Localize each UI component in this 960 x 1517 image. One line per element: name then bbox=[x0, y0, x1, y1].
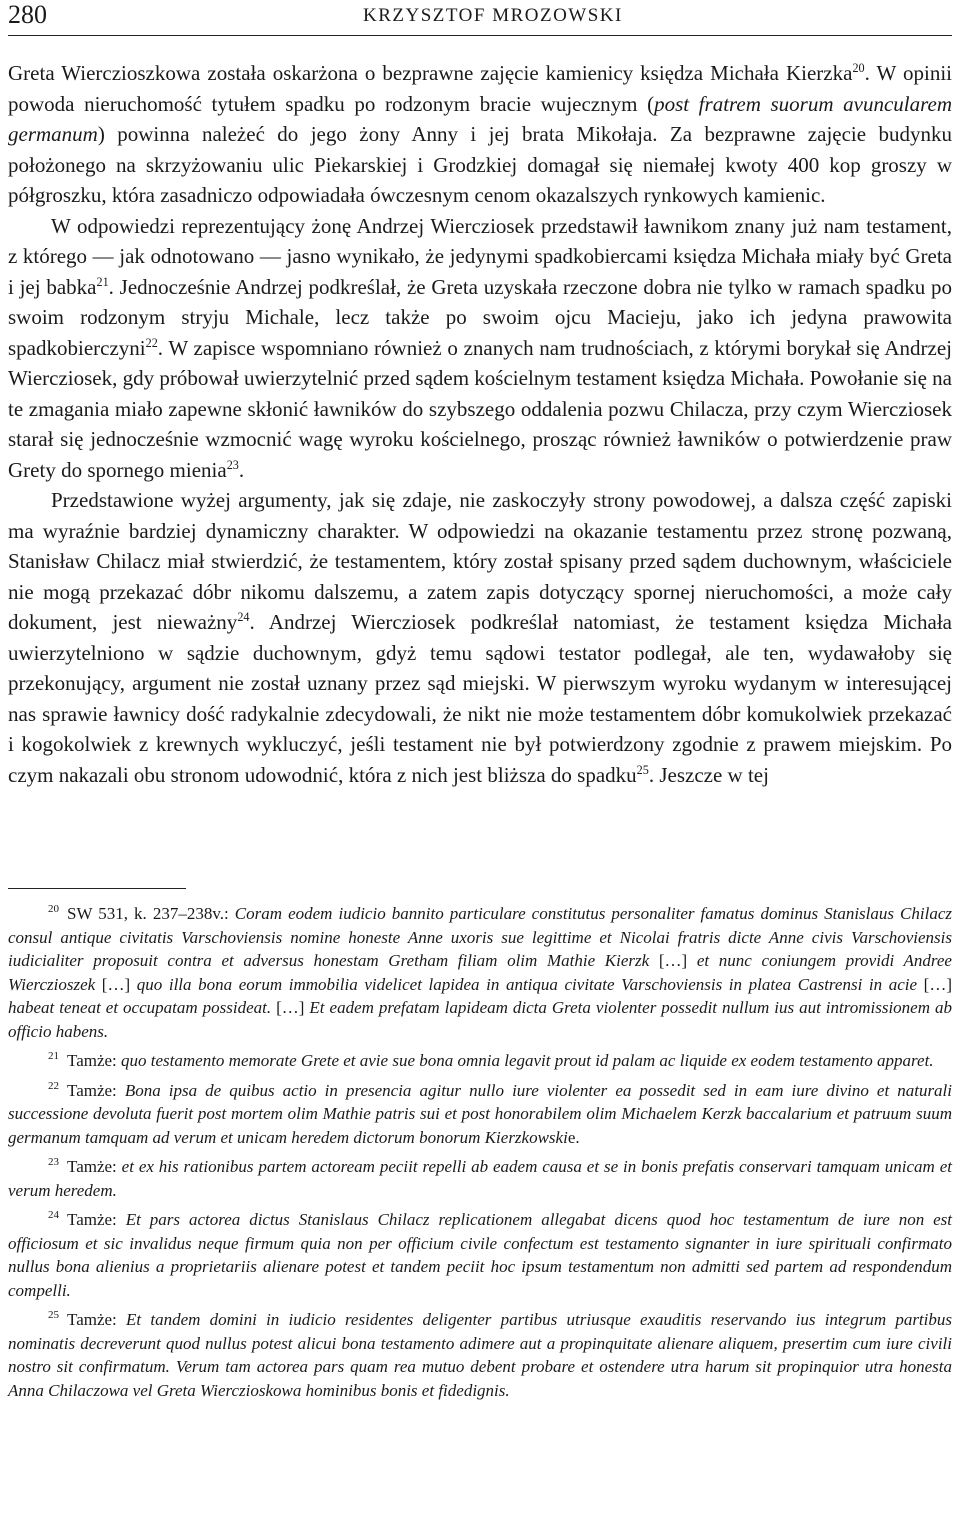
footnote-ref-25[interactable]: 25 bbox=[636, 762, 649, 777]
footnote-number: 20 bbox=[48, 903, 59, 916]
footnote-ref-23[interactable]: 23 bbox=[226, 457, 239, 472]
footnote-ref-24[interactable]: 24 bbox=[237, 610, 250, 624]
footnote-source: Tamże: bbox=[67, 1051, 122, 1070]
footnote-source: Tamże: bbox=[67, 1310, 127, 1329]
footnote-number: 21 bbox=[48, 1050, 59, 1063]
footnote-source: Tamże: bbox=[67, 1157, 122, 1176]
footnote-number: 24 bbox=[48, 1209, 59, 1222]
footnote-25 bbox=[8, 1308, 952, 1402]
footnote-ref-21[interactable]: 21 bbox=[96, 274, 109, 289]
footnote-number: 25 bbox=[48, 1309, 59, 1322]
footnote-quote: Coram eodem iudicio bannito particulare constitutus personaliter famatus dominus Stanislaus Chilacz consul antique civitatis Varschoviensis nomine honeste Anne uxoris sue legittime et Nicolai fratris dicte Anne civis Varschoviensis iudicialiter proposuit contra et adversus honestam Gretham filiam olim Mathie Kierzk bbox=[8, 904, 953, 970]
page-header bbox=[8, 0, 952, 36]
footnote-ref-22[interactable]: 22 bbox=[145, 335, 158, 350]
footnote-22: $^{22}$ Tamże: Bona ipsa de quibus actio in presencia agitur nullo iure violenter ea possedit sed in eam iure divino et naturali successione devoluta fuerit post mortem olim Mathie patris sui et post honorabilem olim Michaelem Kerzk baccalarium et patruum suum germanum tamquam ad verum et unicam heredem dictorum bonorum Kierzkowskie. bbox=[8, 1079, 953, 1147]
footnote-24 bbox=[8, 1208, 952, 1302]
main-text bbox=[8, 58, 952, 790]
footnote-quote: Et pars actorea dictus Stanislaus Chilacz replicationem allegabat dicens quod hoc testamentum de iure non est officiosum et sic invalidus neque firmum quia non per officium civile confectum est testamento signanter in iure spirituali confirmato nullus bona alienius a proprietariis alienare potest et tandem peciit hoc ipsum testamentum non admitti sed partem ad respondendum compelli. bbox=[8, 1210, 953, 1300]
footnote-20: $^{20}$ SW 531, k. 237–238v.: Coram eodem iudicio bannito particulare constitutus personaliter famatus dominus Stanislaus Chilacz consul antique civitatis Varschoviensis nomine honeste Anne uxoris sue legittime et Nicolai fratris dicte Anne civis Varschoviensis iudicialiter proposuit contra et adversus honestam Gretham filiam olim Mathie Kierzk […] et nunc coniungem providi Andree Wierczioszek […] quo illa bona eorum immobilia videlicet lapidea in antiqua civitate Varschoviensis in platea Castrensi in acie […] habeat teneat et occupatam possideat. […] Et eadem prefatam lapideam dicta Greta violenter possedit nullum ius aut intromissionem ab officio habens. bbox=[8, 903, 953, 1041]
footnote-quote: et ex his rationibus partem actoream peciit repelli ab eadem causa et se in bonis prefatis conservari tamquam unicam et verum heredem. bbox=[8, 1157, 952, 1200]
footnote-source: Tamże: bbox=[67, 1210, 126, 1229]
footnote-source: Tamże: bbox=[67, 1080, 125, 1100]
footnote-quote: Et tandem domini in iudicio residentes deligenter partibus utriusque exauditis reservando ius integrum partibus nominatis decreverunt quod nullus potest alicui bona testamento adimere aut a propinquitate alienare aliquem, presertim cum iure civili nostro sit confirmatum. Verum tam actorea pars quam rea mutuo debent probare et ostendere utra harum sit propinquior utra honesta Anna Chilaczowa vel Greta Wierczioskowa hominibus bonis et fidedignis. bbox=[8, 1310, 952, 1400]
footnote-number: 23 bbox=[48, 1156, 59, 1169]
page-number: 280 bbox=[8, 0, 47, 29]
latin-phrase: post fratrem suorum avuncularem germanum bbox=[8, 91, 952, 146]
footnote-23 bbox=[8, 1155, 952, 1202]
running-head: KRZYSZTOF MROZOWSKI bbox=[363, 5, 623, 26]
paragraph-2: W odpowiedzi reprezentujący żonę Andrzej Wiercziosek przedstawił ławnikom znany już nam testament, z którego — jak odnotowano — jasno wynikało, że jedynymi spadkobiercami księdza Michała miały być Greta i jej babka$^{21}$. Jednocześnie Andrzej podkreślał, że Greta uzyskała rzeczone dobra nie tylko w ramach spadku po swoim rodzonym stryju Michale, lecz także po swoim ojcu Macieju, jako ich jedyna prawowita spadkobierczyni$^{22}$. W zapisce wspomniano również o znanych nam trudnościach, z którymi borykał się Andrzej Wiercziosek, gdy próbował uwierzytelnić przed sądem kościelnym testament księdza Michała. Powołanie się na te zmagania miało zapewne skłonić ławników do szybszego oddalenia pozwu Chilacza, przy czym Wiercziosek starał się jednocześnie wzmocnić wagę wyroku kościelnego, prosząc również ławników o potwierdzenie praw Grety do spornego mienia$^{23}$. bbox=[8, 213, 953, 482]
footnotes-section bbox=[8, 902, 952, 1408]
footnote-source: SW 531, k. 237–238v.: bbox=[67, 904, 235, 923]
footnote-number: 22 bbox=[48, 1079, 59, 1092]
footnote-quote: quo testamento memorate Grete et avie sue bona omnia legavit prout id palam ac liquide ex eodem testamento apparet. bbox=[121, 1051, 934, 1070]
footnote-ref-20[interactable]: 20 bbox=[852, 61, 865, 75]
footnote-quote: Bona ipsa de quibus actio in presencia agitur nullo iure violenter ea possedit sed in eam iure divino et naturali successione devoluta fuerit post mortem olim Mathie patris sui et post honorabilem olim Michaelem Kerzk baccalarium et patruum suum germanum tamquam ad verum et unicam heredem dictorum bonorum Kierzkowski bbox=[8, 1080, 953, 1147]
footnote-21 bbox=[8, 1049, 952, 1073]
paragraph-1: Greta Wierczioszkowa została oskarżona o bezprawne zajęcie kamienicy księdza Michała Kierzka$^{20}$. W opinii powoda nieruchomość tytułem spadku po rodzonym bracie wujecznym (post fratrem suorum avuncularem germanum) powinna należeć do jego żony Anny i jej brata Mikołaja. Za bezprawne zajęcie budynku położonego na skrzyżowaniu ulic Piekarskiej i Grodzkiej domagał się niemałej kwoty 400 kop groszy w półgroszku, która zasadniczo odpowiadała ówczesnym cenom okazalszych rynkowych kamienic. bbox=[8, 61, 952, 207]
header-rule bbox=[8, 35, 952, 36]
paragraph-3: Przedstawione wyżej argumenty, jak się zdaje, nie zaskoczyły strony powodowej, a dalsza część zapiski ma wyraźnie bardziej dynamiczny charakter. W odpowiedzi na okazanie testamentu przez stronę pozwaną, Stanisław Chilacz miał stwierdzić, że testamentem, który został spisany przed sądem duchownym, właściciele nie mogą przekazać dóbr nikomu dalszemu, a zatem zapis dotyczący spornej nieruchomości, a może cały dokument, jest nieważny$^{24}$. Andrzej Wiercziosek podkreślał natomiast, że testament księdza Michała uwierzytelniono w sądzie duchownym, gdyż temu sądowi testator podlegał, ale ten, wydawałoby się przekonujący, argument nie został uznany przez sąd miejski. W pierwszym wyroku wydanym w interesującej nas sprawie ławnicy dość radykalnie zdecydowali, że nikt nie może testamentem dóbr komukolwiek przekazać i kogokolwiek z krewnych wykluczyć, jeśli testament nie był potwierdzony zgodnie z prawem miejskim. Po czym nakazali obu stronom udowodnić, która z nich jest bliższa do spadku$^{25}$. Jeszcze w tej bbox=[8, 488, 952, 787]
footnote-separator bbox=[8, 888, 186, 889]
